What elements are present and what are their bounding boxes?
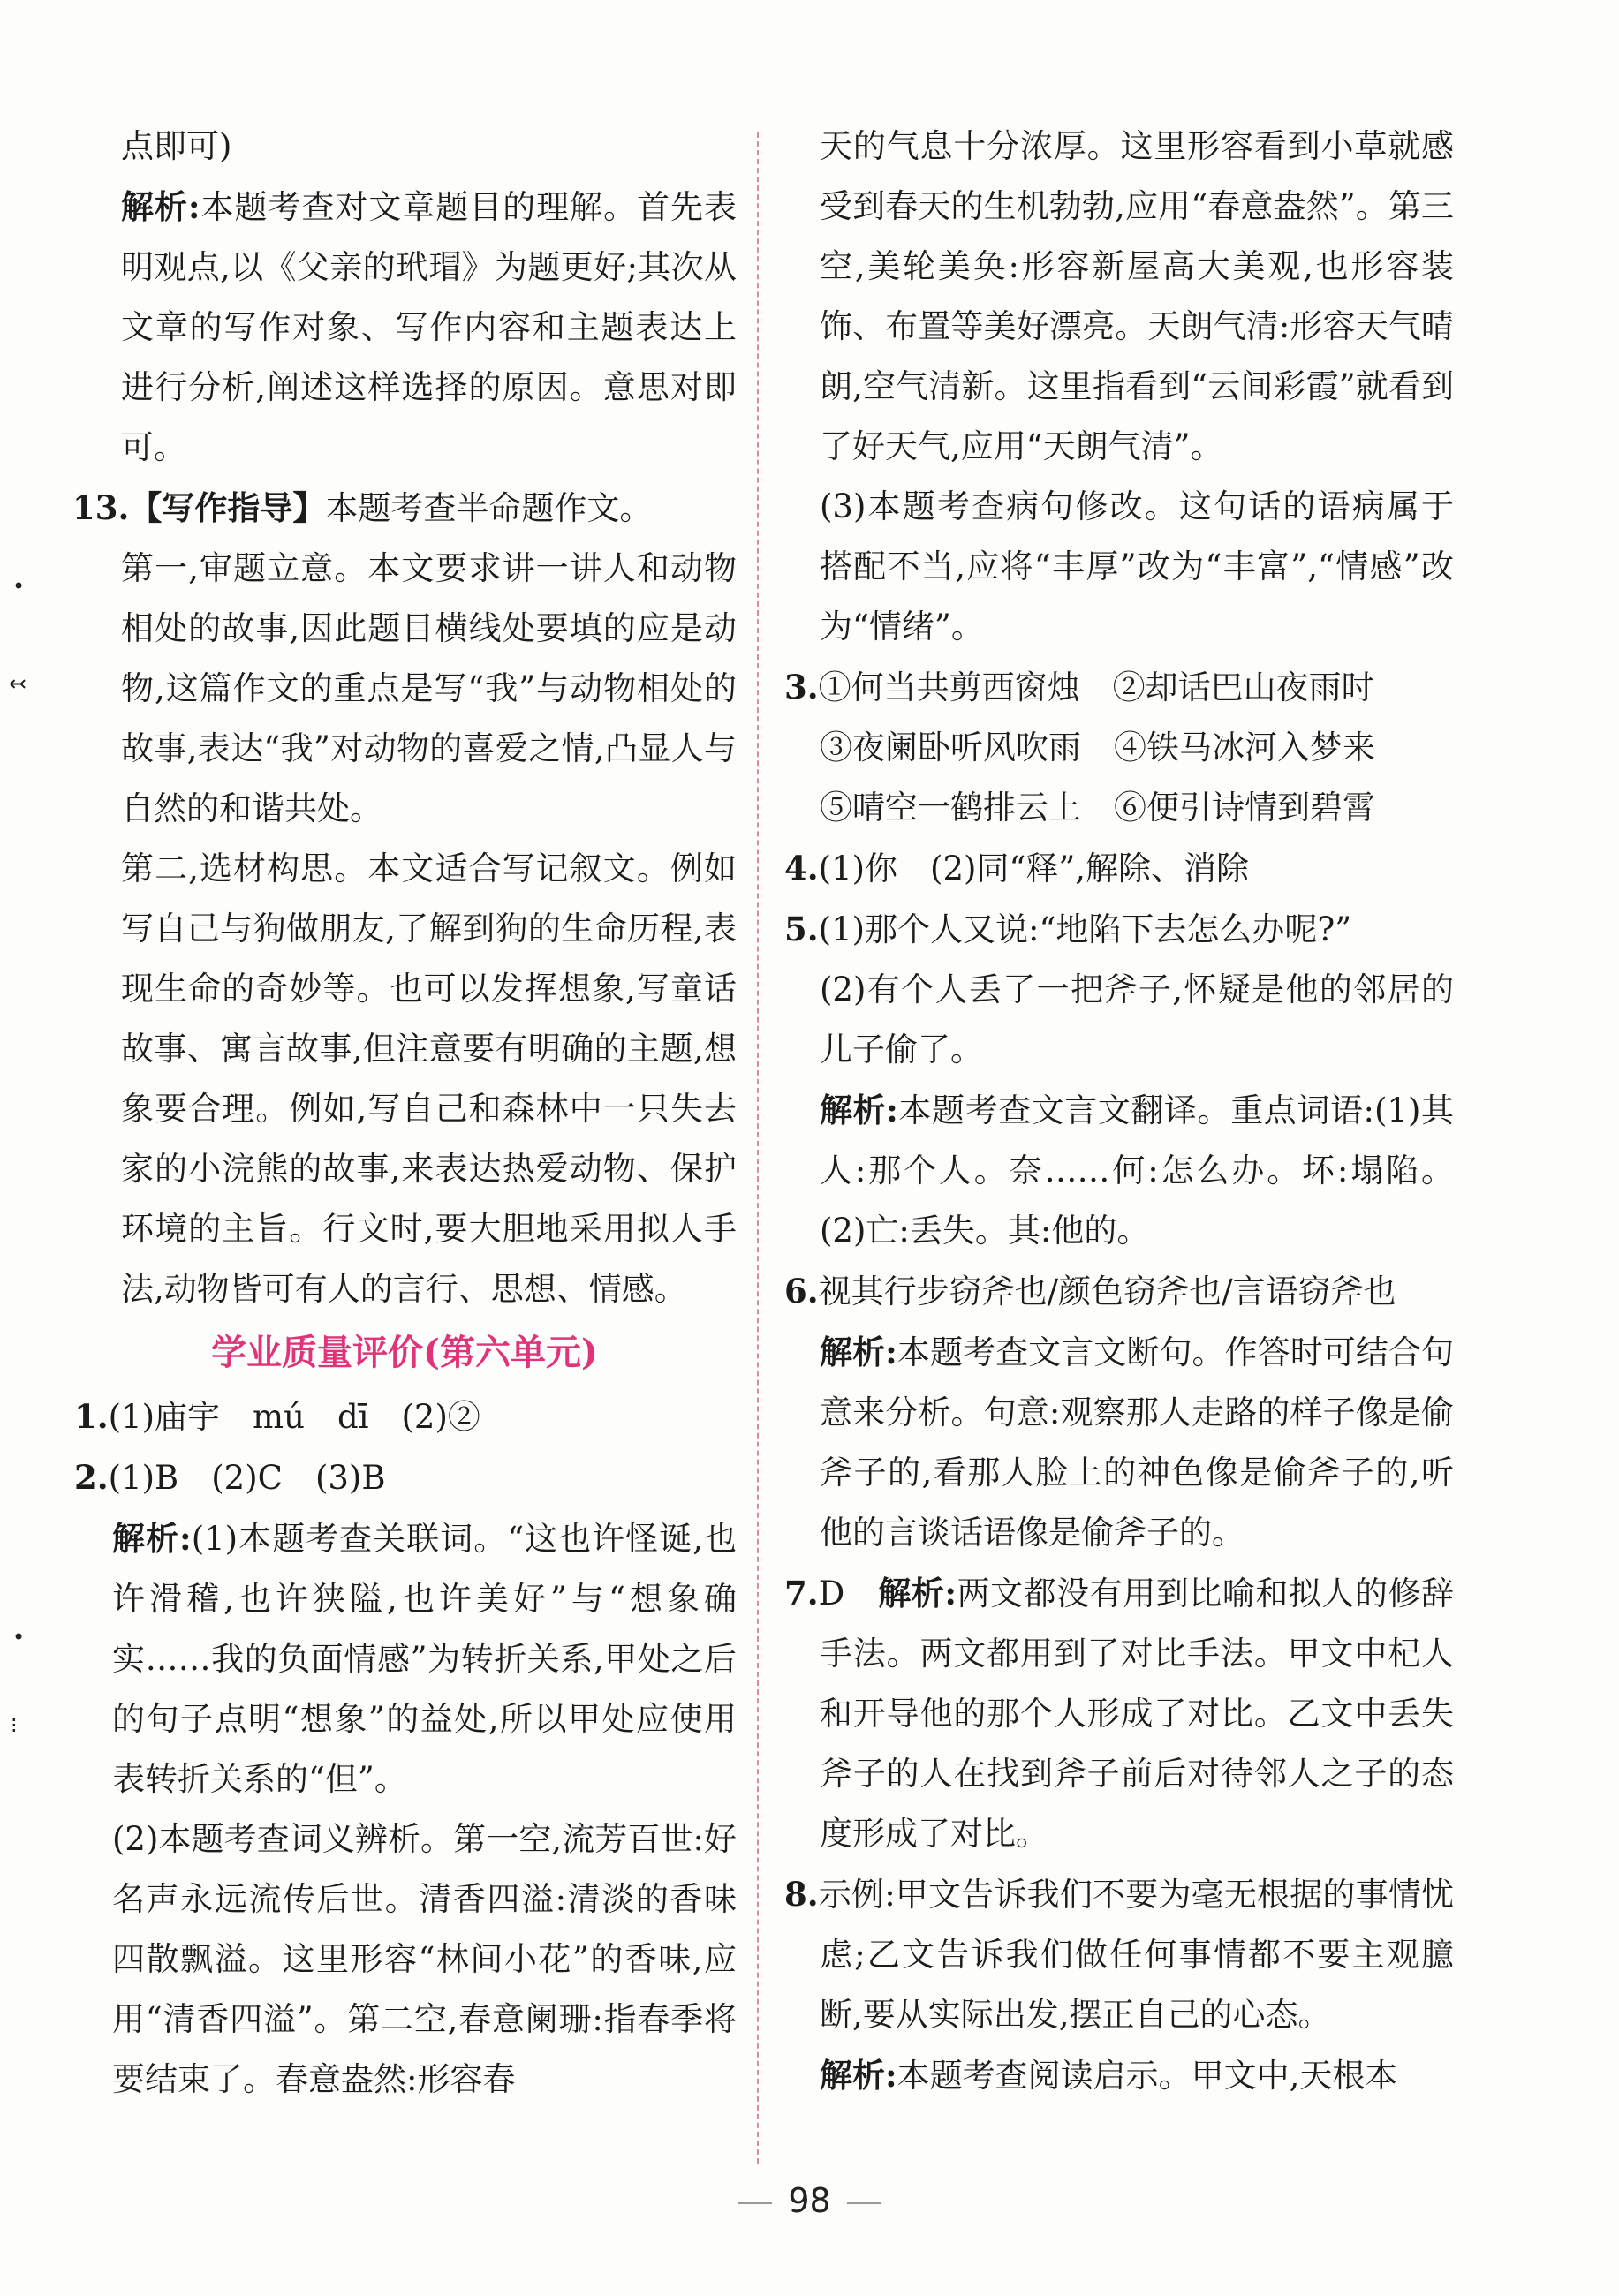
margin-mark: ↢ [9, 671, 27, 696]
question-3-line: ③夜阑卧听风吹雨 ④铁马冰河入梦来 [820, 729, 1375, 767]
page-footer [0, 2181, 1619, 2220]
question-5: 5.(1)那个人又说:“地陷下去怎么办呢?” [784, 910, 1352, 948]
question-7: 7.D 解析:两文都没有用到比喻和拟人的修辞手法。两文都用到了对比手法。甲文中杞人和开导他的那个人形成了对比。乙文中丢失斧子的人在找到斧子前后对待邻人之子的态度形成了对比。 [784, 1574, 1454, 1853]
explanation: 解析:本题考查文言文翻译。重点词语:(1)其人:那个人。奈……何:怎么办。坏:塌陷。(2)亡:丢失。其:他的。 [820, 1091, 1454, 1250]
explanation: 解析:本题考查阅读启示。甲文中,天根本 [820, 2056, 1398, 2095]
explanation: 解析:(1)本题考查关联词。“这也许怪诞,也许滑稽,也许狭隘,也许美好”与“想象确实……我的负面情感”为转折关系,甲处之后的句子点明“想象”的益处,所以甲处应使用表转折关系的“但”。 [112, 1519, 737, 1798]
left-column [72, 117, 737, 2110]
margin-mark: ⁝ [11, 1713, 18, 1738]
writing-guide-para-2: 第二,选材构思。本文适合写记叙文。例如写自己与狗做朋友,了解到狗的生命历程,表现生命的奇妙等。也可以发挥想象,写童话故事、寓言故事,但注意要有明确的主题,想象要合理。例如,写自己和森林中一只失去家的小浣熊的故事,来表达热爱动物、保护环境的主旨。行文时,要大胆地采用拟人手法,动物皆可有人的言行、思想、情感。 [121, 850, 737, 1308]
question-1: 1.(1)庙宇 mú dī (2)② [74, 1397, 480, 1436]
explanation: (3)本题考查病句修改。这句话的语病属于搭配不当,应将“丰厚”改为“丰富”,“情感”改为“情绪”。 [820, 487, 1454, 646]
question-8: 8.示例:甲文告诉我们不要为毫无根据的事情忧虑;乙文告诉我们做任何事情都不要主观臆断,要从实际出发,摆正自己的心态。 [784, 1875, 1454, 2034]
question-13: 13.【写作指导】本题考查半命题作文。 [72, 488, 653, 527]
writing-guide-para-1: 第一,审题立意。本文要求讲一讲人和动物相处的故事,因此题目横线处要填的应是动物,这篇作文的重点是写“我”与动物相处的故事,表达“我”对动物的喜爱之情,凸显人与自然的和谐共处。 [121, 549, 737, 827]
right-column [784, 117, 1454, 2106]
question-5-line: (2)有个人丢了一把斧子,怀疑是他的邻居的儿子偷了。 [820, 971, 1454, 1069]
footer-rule [738, 2202, 772, 2204]
column-divider [757, 132, 759, 2164]
question-6: 6.视其行步窃斧也/颜色窃斧也/言语窃斧也 [784, 1272, 1396, 1310]
margin-mark: • [12, 574, 26, 599]
margin-mark: • [12, 1625, 26, 1650]
question-3: 3.①何当共剪西窗烛 ②却话巴山夜雨时 [784, 668, 1374, 706]
explanation: 天的气息十分浓厚。这里形容看到小草就感受到春天的生机勃勃,应用“春意盎然”。第三空,美轮美奂:形容新屋高大美观,也形容装饰、布置等美好漂亮。天朗气清:形容天气晴朗,空气清新。这里指看到“云间彩霞”就看到了好天气,应用“天朗气清”。 [820, 127, 1454, 465]
question-3-line: ⑤晴空一鹤排云上 ⑥便引诗情到碧霄 [820, 789, 1375, 827]
explanation: 解析:本题考查文言文断句。作答时可结合句意来分析。句意:观察那人走路的样子像是偷斧子的,看那人脸上的神色像是偷斧子的,听他的言谈话语像是偷斧子的。 [820, 1333, 1454, 1552]
answer-text: 点即可) [121, 127, 232, 165]
footer-rule [847, 2202, 881, 2204]
question-4: 4.(1)你 (2)同“释”,解除、消除 [784, 849, 1250, 887]
question-2: 2.(1)B (2)C (3)B [74, 1458, 386, 1497]
section-title: 学业质量评价(第六单元) [211, 1332, 598, 1373]
page-number: 98 [788, 2181, 831, 2220]
explanation: (2)本题考查词义辨析。第一空,流芳百世:好名声永远流传后世。清香四溢:清淡的香味四散飘溢。这里形容“林间小花”的香味,应用“清香四溢”。第二空,春意阑珊:指春季将要结束了。春意盎然:形容春 [112, 1820, 737, 2098]
explanation: 解析:本题考查对文章题目的理解。首先表明观点,以《父亲的玳瑁》为题更好;其次从文章的写作对象、写作内容和主题表达上进行分析,阐述这样选择的原因。意思对即可。 [121, 187, 737, 466]
